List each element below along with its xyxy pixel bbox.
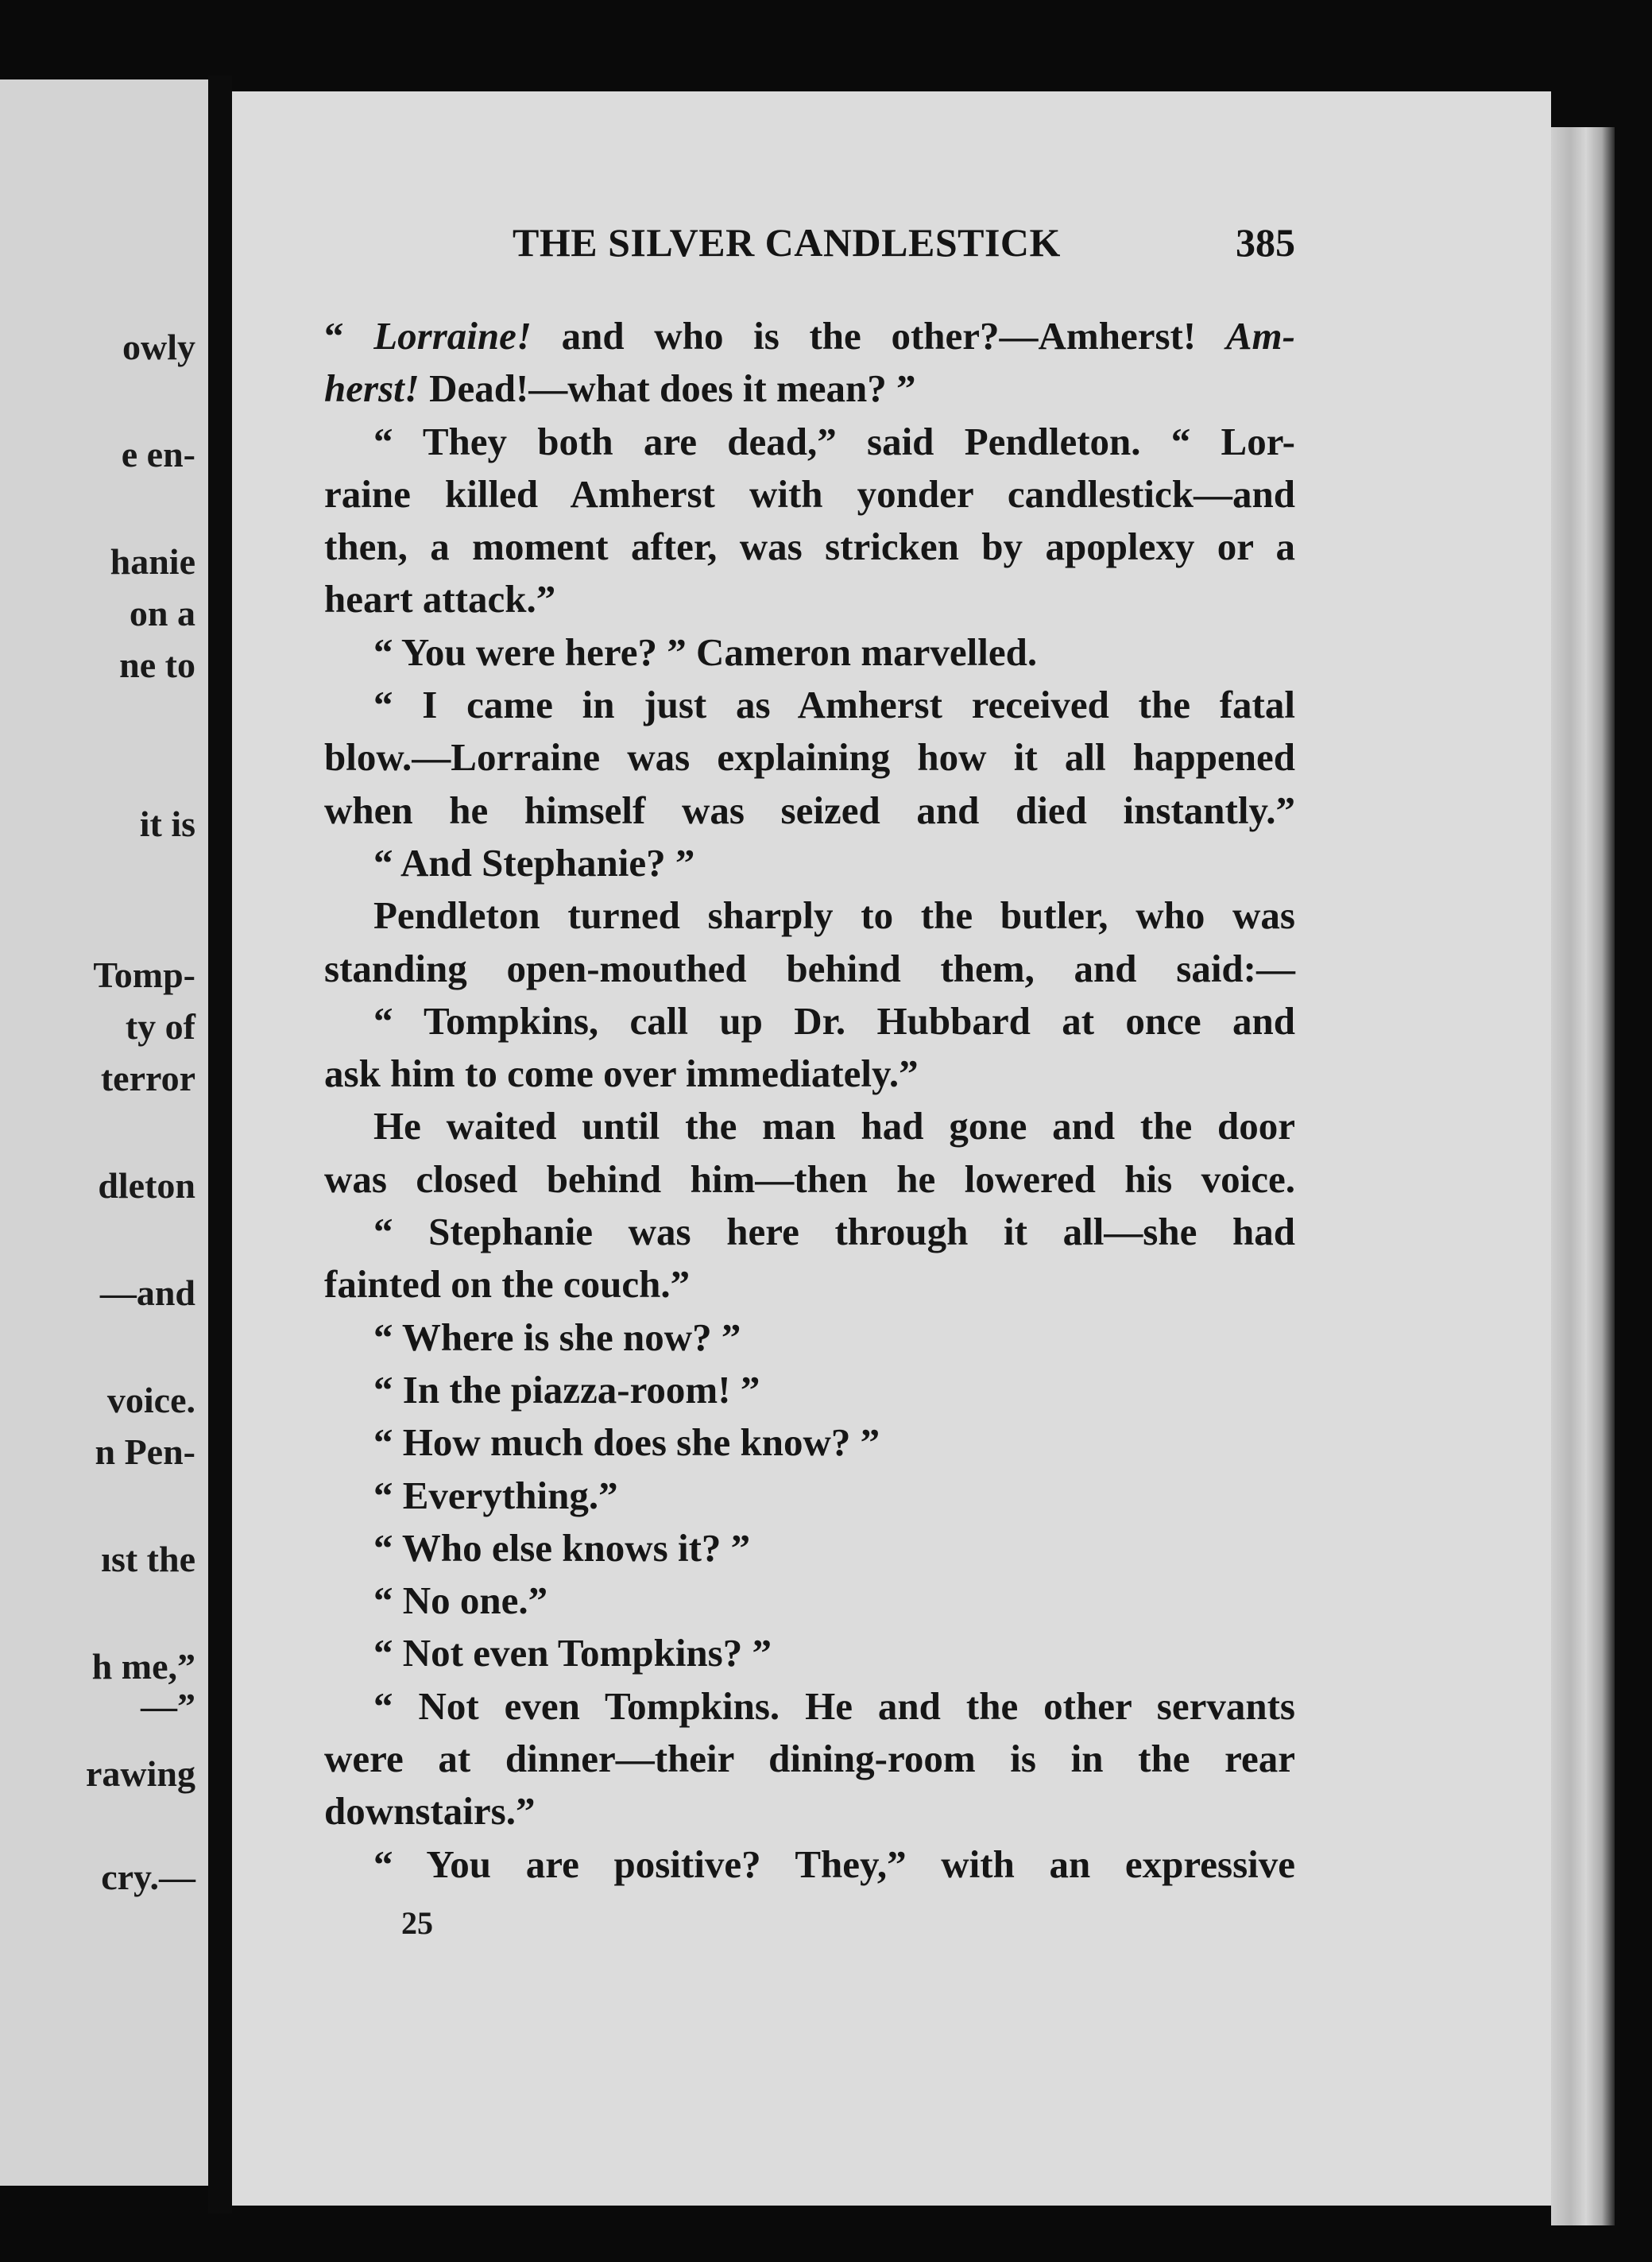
text-segment: when he himself was seized and died instantly.” (324, 788, 1295, 832)
text-segment: “ Tompkins, call up Dr. Hubbard at once and (373, 998, 1295, 1043)
previous-page-fragment: rawing (86, 1753, 195, 1794)
text-segment: “ In the piazza-room! ” (373, 1367, 760, 1412)
text-line (324, 1574, 1295, 1627)
text-line (324, 731, 1295, 784)
text-segment: “ Stephanie was here through it all—she had (373, 1210, 1295, 1254)
text-segment: “ Where is she now? ” (373, 1315, 741, 1359)
text-segment: were at dinner—their dining-room is in the rear (324, 1737, 1295, 1781)
previous-page-fragment: e en- (121, 434, 195, 474)
text-line (324, 521, 1295, 573)
text-segment: “ They both are dead,” said Pendleton. “ Lor- (373, 419, 1295, 463)
previous-page-fragment: n Pen- (95, 1431, 195, 1472)
italic-text: herst! (324, 366, 420, 411)
previous-page-fragment: ıst the (101, 1539, 195, 1579)
previous-page-fragment: ne to (119, 645, 195, 685)
text-line (324, 1785, 1295, 1838)
text-line (324, 626, 1295, 679)
text-segment: “ You were here? ” Cameron marvelled. (373, 629, 1038, 674)
previous-page-fragment: it is (139, 804, 195, 844)
text-segment: He waited until the man had gone and the door (373, 1104, 1295, 1148)
text-line (324, 310, 1295, 362)
text-segment: fainted on the couch.” (324, 1262, 691, 1307)
running-head (513, 219, 1295, 275)
text-segment: then, a moment after, was stricken by apoplexy or a (324, 525, 1295, 569)
text-line (324, 1416, 1295, 1469)
text-line (324, 1153, 1295, 1206)
previous-page-fragment: —” (141, 1686, 195, 1726)
signature-mark: 25 (401, 1905, 433, 1941)
text-line (324, 416, 1295, 468)
previous-page-fragment: dleton (98, 1165, 195, 1206)
previous-page (0, 79, 208, 2186)
previous-page-fragment: terror (100, 1058, 195, 1098)
previous-page-fragment: owly (122, 327, 195, 367)
text-line (324, 1470, 1295, 1522)
italic-text: Am- (1225, 314, 1295, 358)
text-segment: Dead!—what does it mean? ” (419, 366, 916, 411)
text-line (324, 784, 1295, 837)
text-segment: and who is the other?—Amherst! (531, 314, 1226, 358)
text-line (324, 1100, 1295, 1152)
text-segment: “ Who else knows it? ” (373, 1525, 751, 1570)
text-segment: “ No one.” (373, 1578, 548, 1623)
previous-page-fragment: on a (129, 593, 195, 633)
text-segment: downstairs.” (324, 1789, 536, 1834)
text-line (324, 1364, 1295, 1416)
text-segment: “ And Stephanie? ” (373, 840, 695, 885)
previous-page-fragment: h me,” (91, 1646, 195, 1687)
page-number: 385 (1236, 220, 1295, 265)
italic-text: Lorraine! (373, 314, 532, 358)
text-segment: Pendleton turned sharply to the butler, who was (373, 893, 1295, 938)
text-segment: heart attack.” (324, 577, 556, 622)
text-segment: was closed behind him—then he lowered his voice. (324, 1156, 1295, 1201)
text-segment: ask him to come over immediately.” (324, 1052, 919, 1096)
page-edge (1551, 127, 1615, 2225)
text-line (324, 995, 1295, 1048)
text-segment: “ I came in just as Amherst received the fatal (373, 683, 1295, 727)
text-line (324, 943, 1295, 995)
text-segment: blow.—Lorraine was explaining how it all happened (324, 735, 1295, 780)
text-line (324, 837, 1295, 889)
text-segment: “ You are positive? They,” with an expressive (373, 1842, 1295, 1886)
text-segment: “ Everything.” (373, 1473, 618, 1517)
text-segment: “ Not even Tompkins? ” (373, 1631, 772, 1675)
book-gutter (208, 76, 232, 2214)
body-text (324, 310, 1295, 1891)
text-segment: standing open-mouthed behind them, and said:— (324, 946, 1295, 990)
text-line (324, 1258, 1295, 1311)
text-line (324, 1311, 1295, 1364)
text-line (324, 1048, 1295, 1100)
previous-page-fragment: —and (99, 1272, 195, 1313)
previous-page-fragment: Tomp- (93, 955, 195, 995)
text-segment: raine killed Amherst with yonder candlestick—and (324, 471, 1295, 516)
previous-page-fragment: voice. (106, 1380, 195, 1420)
text-line (324, 1838, 1295, 1891)
text-line (324, 889, 1295, 942)
text-line (324, 1522, 1295, 1574)
text-line (324, 1680, 1295, 1733)
text-segment: “ (324, 314, 374, 358)
text-line (324, 1733, 1295, 1785)
text-line (324, 468, 1295, 521)
text-line (324, 573, 1295, 626)
running-title: THE SILVER CANDLESTICK (513, 220, 1061, 265)
previous-page-fragment: hanie (110, 541, 195, 582)
text-line (324, 1627, 1295, 1679)
text-line (324, 362, 1295, 415)
previous-page-fragment: ty of (125, 1006, 195, 1047)
text-line (324, 1206, 1295, 1258)
text-line (324, 679, 1295, 731)
text-segment: “ Not even Tompkins. He and the other servants (373, 1683, 1295, 1728)
previous-page-fragment: cry.— (101, 1857, 195, 1897)
text-segment: “ How much does she know? ” (373, 1420, 880, 1465)
